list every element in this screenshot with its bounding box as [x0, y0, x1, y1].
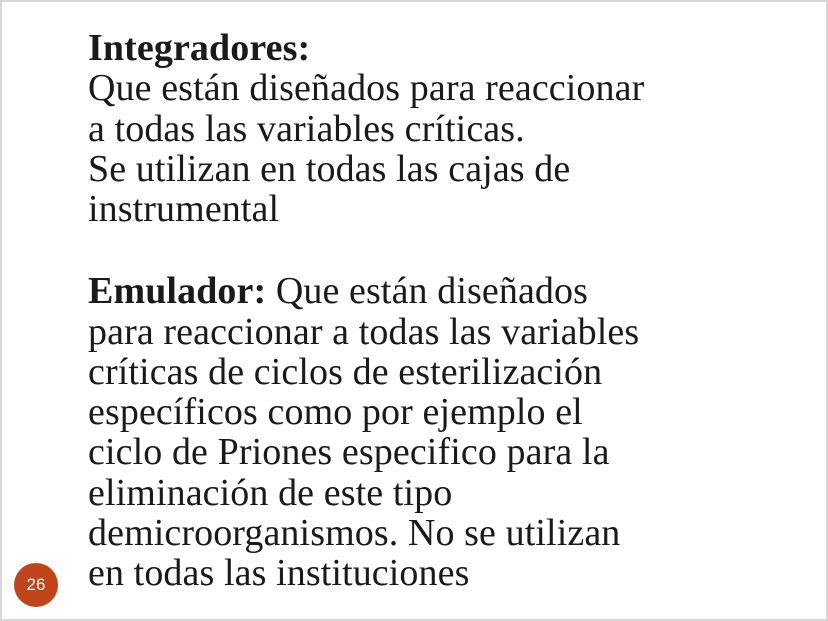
integradores-line-4: instrumental — [88, 188, 280, 231]
heading-integradores: Integradores: — [88, 27, 311, 69]
emulador-line-5: eliminación de este tipo — [88, 471, 453, 514]
emulador-line-6: demicroorganismos. No se utilizan — [88, 511, 621, 554]
integradores-line-1: Que están diseñados para reaccionar — [88, 67, 645, 110]
heading-emulador: Emulador: — [88, 270, 267, 313]
text-block-integradores — [88, 28, 788, 229]
emulador-line-4: ciclo de Priones especifico para la — [88, 431, 610, 474]
emulador-line-1: para reaccionar a todas las variables — [88, 310, 640, 353]
emulador-line-3: específicos como por ejemplo el — [88, 391, 583, 434]
paragraph-spacer — [88, 229, 788, 271]
integradores-line-3: Se utilizan en todas las cajas de — [88, 147, 571, 190]
slide-body — [88, 28, 788, 593]
emulador-inline-text: Que están diseñados — [266, 270, 589, 313]
integradores-line-2: a todas las variables críticas. — [88, 107, 525, 150]
emulador-line-7: en todas las instituciones — [88, 552, 470, 595]
emulador-line-2: críticas de ciclos de esterilización — [88, 350, 603, 393]
text-block-emulador — [88, 271, 788, 593]
emulador-first-line — [88, 271, 788, 311]
page-number-badge: 26 — [14, 563, 58, 607]
